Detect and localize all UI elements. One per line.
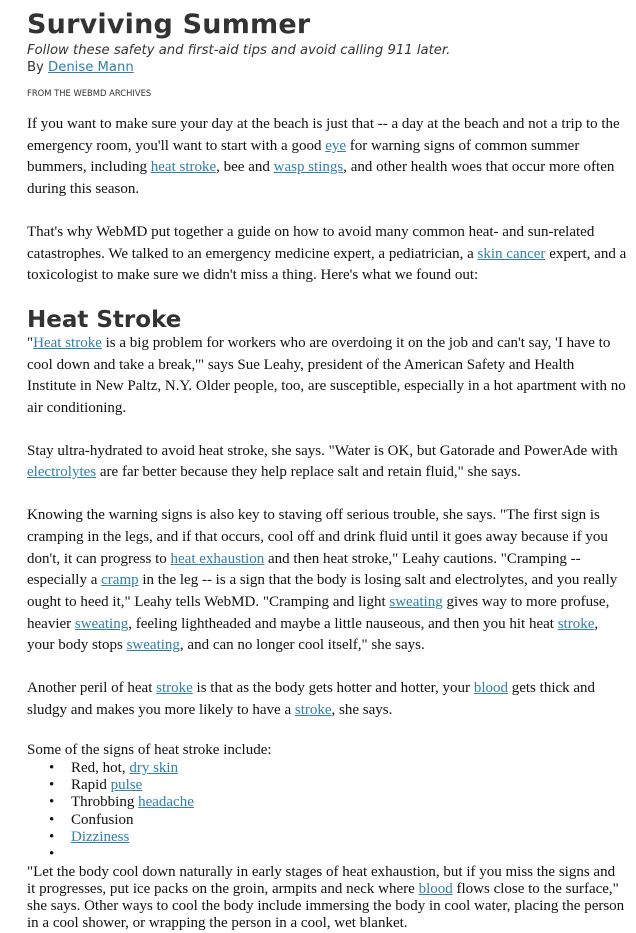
list-item	[71, 812, 627, 829]
skin-cancer-link[interactable]: skin cancer	[477, 245, 546, 262]
wasp-stings-link[interactable]: wasp stings	[273, 159, 344, 176]
text: , and can no longer cool itself," she says.	[179, 637, 425, 654]
signs-intro: Some of the signs of heat stroke include:	[27, 742, 272, 759]
sweating-link[interactable]: sweating	[74, 615, 129, 632]
text: If you want to make sure your day at the beach is just that -- a day at the beach and not a trip to the emergency room, you'll want to start with a good	[27, 116, 620, 154]
intro-paragraph-2	[27, 222, 627, 287]
list-item	[71, 829, 627, 846]
article	[27, 8, 627, 933]
list-item	[71, 777, 627, 794]
archive-label: FROM THE WEBMD ARCHIVES	[27, 88, 152, 98]
pulse-link[interactable]: pulse	[110, 777, 143, 794]
heat-stroke-paragraph-4	[27, 678, 627, 721]
text: is a big problem for workers who are overdoing it on the job and can't say, 'I have to cool down and take a break,'" says Sue Leahy, president of the American Safety and Health Institute in New Paltz, N.Y. Older people, too, are susceptible, especially in a hot apartment with no air conditioning.	[27, 334, 626, 417]
text: Knowing the warning signs is also key to staving off serious trouble, she says. "The first sign is cramping in the legs, and if that occurs, cool off and drink fluid until it goes away because if you don't, it can progress to	[27, 507, 608, 567]
text: Another peril of heat	[27, 680, 157, 697]
heat-stroke-paragraph-1	[27, 333, 627, 420]
text: Red, hot,	[71, 759, 130, 776]
sweating-link[interactable]: sweating	[389, 593, 443, 610]
text: for warning signs of common summer bummers, including	[27, 137, 580, 176]
byline-prefix: By	[27, 60, 49, 75]
text: flows close to the surface," she says. Other ways to cool the body include immersing the body in cool water, placing the person in a cool shower, or wrapping the person in a cool, wet blanket.	[27, 880, 625, 932]
headache-link[interactable]: headache	[138, 794, 194, 811]
author-link[interactable]: Denise Mann	[48, 60, 134, 75]
cramp-link[interactable]: cramp	[101, 572, 139, 589]
text: "	[27, 334, 34, 351]
stroke-link[interactable]: stroke	[557, 615, 595, 632]
text: Throbbing	[71, 794, 139, 811]
dizziness-link[interactable]: Dizziness	[71, 828, 130, 845]
text: gives way to more profuse, heavier	[27, 593, 610, 632]
signs-list	[27, 760, 627, 864]
text: Rapid	[71, 777, 111, 794]
text: "Let the body cool down naturally in early stages of heat exhaustion, but if you miss the signs and it progresses, put ice packs on the groin, armpits and neck where	[27, 863, 616, 897]
blood-link[interactable]: blood	[418, 880, 453, 897]
sweating-link[interactable]: sweating	[126, 637, 180, 654]
text: , your body stops	[27, 615, 599, 654]
section-heading-heat-stroke: Heat Stroke	[27, 306, 182, 333]
byline	[27, 59, 627, 76]
text: is that as the body gets hotter and hotter, your	[192, 680, 474, 697]
heat-stroke-paragraph-2	[27, 441, 627, 484]
eye-link[interactable]: eye	[325, 137, 347, 154]
stroke-link[interactable]: stroke	[294, 701, 332, 718]
text: That's why WebMD put together a guide on how to avoid many common heat- and sun-related catastrophes. We talked to an emergency medicine expert, a pediatrician, a	[27, 223, 595, 262]
stroke-link[interactable]: stroke	[156, 680, 193, 697]
text: and then heat stroke," Leahy cautions. "Cramping -- especially a	[27, 550, 581, 589]
text: Confusion	[71, 811, 134, 828]
text: in the leg -- is a sign that the body is losing salt and electrolytes, and you really ought to heed it," Leahy tells WebMD. "Cramping and light	[27, 572, 618, 610]
text: Stay ultra-hydrated to avoid heat stroke, she says. "Water is OK, but Gatorade and PowerAde with	[27, 442, 618, 459]
heat-stroke-link[interactable]: heat stroke	[150, 159, 217, 176]
electrolytes-link[interactable]: electrolytes	[27, 464, 97, 481]
intro-paragraph-1	[27, 114, 627, 201]
text: , bee and	[216, 159, 274, 176]
text: gets thick and sludgy and makes you more likely to have a	[27, 680, 596, 718]
text: are far better because they help replace salt and retain fluid," she says.	[96, 464, 521, 481]
heat-stroke-link[interactable]: Heat stroke	[33, 334, 102, 351]
text: , feeling lightheaded and maybe a little nauseous, and then you hit heat	[128, 615, 558, 632]
heat-stroke-paragraph-3	[27, 505, 627, 657]
article-subtitle: Follow these safety and first-aid tips and avoid calling 911 later.	[27, 43, 451, 58]
heat-stroke-paragraph-5	[27, 864, 627, 933]
text: , and other health woes that occur more often during this season.	[27, 159, 615, 198]
dry-skin-link[interactable]: dry skin	[129, 759, 179, 776]
list-item	[71, 760, 627, 777]
blood-link[interactable]: blood	[473, 680, 508, 697]
article-title: Surviving Summer	[27, 9, 311, 40]
text: , she says.	[331, 701, 393, 718]
list-item-empty	[71, 846, 627, 863]
list-item	[71, 794, 627, 811]
text: expert, and a toxicologist to make sure we didn't miss a thing. Here's what we found out:	[27, 245, 627, 284]
heat-exhaustion-link[interactable]: heat exhaustion	[170, 550, 265, 567]
